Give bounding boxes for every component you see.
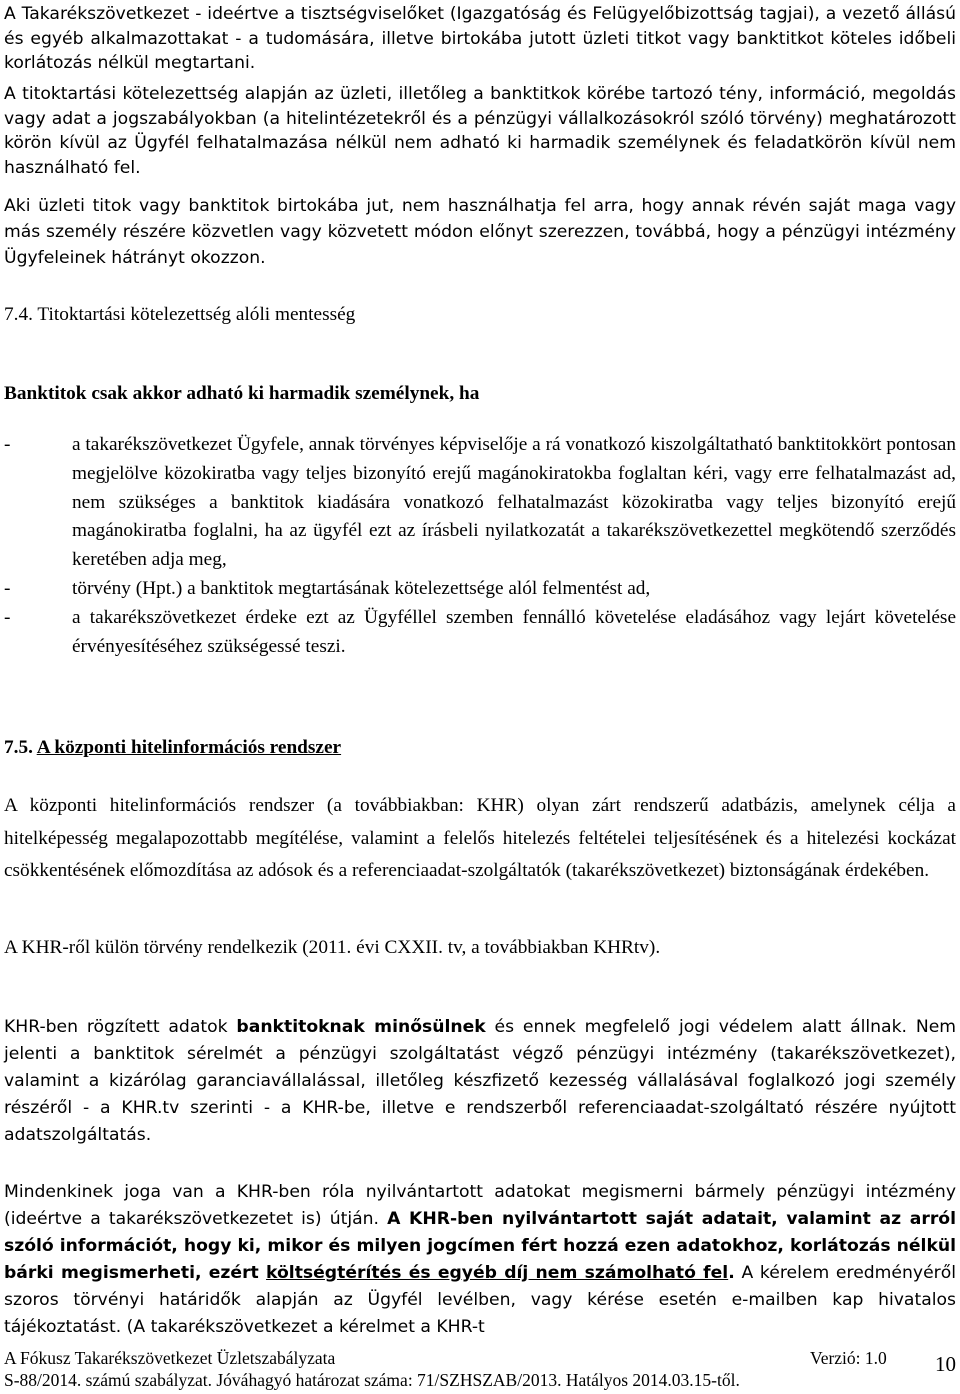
list-dash: - bbox=[4, 606, 11, 628]
paragraph-khr-banking-secret bbox=[4, 1014, 956, 1149]
paragraph-khr-law: A KHR-ről külön törvény rendelkezik (2011. évi CXXII. tv, a továbbiakban KHRtv). bbox=[4, 937, 661, 958]
text-run: KHR-ben rögzített adatok bbox=[4, 1017, 237, 1037]
emphasis-bold: banktitoknak minősülnek bbox=[236, 1017, 486, 1037]
list-item bbox=[4, 575, 956, 604]
section-heading-7-5 bbox=[4, 736, 956, 760]
footer-regulation-info: S-88/2014. számú szabályzat. Jóváhagyó határozat száma: 71/SZHSZAB/2013. Hatályos 2014.03.15-től. bbox=[4, 1370, 740, 1390]
list-item-text: törvény (Hpt.) a banktitok megtartásának kötelezettsége alól felmentést ad, bbox=[72, 577, 651, 599]
emphasis-bold-underlined: költségtérítés és egyéb díj nem számolható fel bbox=[266, 1263, 729, 1283]
page-footer bbox=[0, 1345, 960, 1394]
paragraph-secrecy-obligation: A Takarékszövetkezet - ideértve a tisztségviselőket (Igazgatóság és Felügyelőbizottság tagjai), a vezető állású és egyéb alkalmazottakat - a tudomására, illetve birtokába jutott üzleti titkot vagy banktitkot köteles időbeli korlátozás nélkül megtartani. bbox=[4, 4, 956, 73]
disclosure-conditions-list bbox=[4, 431, 956, 661]
emphasis-bold: . bbox=[728, 1263, 735, 1283]
page-number: 10 bbox=[935, 1352, 956, 1376]
text-run: Mindenkinek joga van a KHR-ben róla nyilvántartott adatokat megismerni bármely pénzügyi intézmény (ideértve a takarékszövetkezetet is) útján. bbox=[4, 1182, 956, 1229]
emphasis-bold: A KHR-ben nyilvántartott saját adatait, valamint az arról szóló információt, hogy ki, mikor és milyen jogcímen fért hozzá ezen adatokhoz, korlátozás nélkül bárki megismerheti, ezért bbox=[4, 1209, 956, 1283]
text-run: és ennek megfelelő jogi védelem alatt állnak. Nem jelenti a banktitok sérelmét a pénzügyi szolgáltatást végző pénzügyi intézmény (takarékszövetkezet), valamint a kizárólag garanciavállalással, illetőleg készfizető kezesség vállalásával foglalkozó jogi személy részéről - a KHR.tv szerinti - a KHR-be, illetve e rendszerből referenciaadat-szolgáltató részére nyújtott adatszolgáltatás. bbox=[4, 1017, 957, 1145]
section-title: A központi hitelinformációs rendszer bbox=[36, 737, 342, 758]
list-dash: - bbox=[4, 577, 11, 599]
section-number: 7.5. bbox=[4, 737, 33, 758]
list-dash: - bbox=[4, 434, 11, 455]
paragraph-khr-definition: A központi hitelinformációs rendszer (a továbbiakban: KHR) olyan zárt rendszerű adatbázis, amelynek célja a hitelképesség megalapozottabb megítélése, valamint a felelős hitelezés feltételei teljesítésének és a hitelezési kockázat csökkentésének előmozdítása az adósok és a referenciaadat-szolgáltatók (takarékszövetkezet) biztonságának érdekében. bbox=[4, 795, 956, 881]
section-heading-7-4: 7.4. Titoktartási kötelezettség alóli mentesség bbox=[4, 304, 356, 325]
subheading-disclosure-conditions: Banktitok csak akkor adható ki harmadik személynek, ha bbox=[4, 383, 480, 404]
paragraph-khr-access-rights bbox=[4, 1179, 956, 1341]
list-item-text: a takarékszövetkezet érdeke ezt az Ügyféllel szemben fennálló követelése eladásához vagy lejárt követelése érvényesítéséhez szükségessé teszi. bbox=[72, 606, 956, 657]
paragraph-secrecy-scope: A titoktartási kötelezettség alapján az üzleti, illetőleg a banktitkok körébe tartozó tény, információ, megoldás vagy adat a jogszabályokban (a hitelintézetekről és a pénzügyi vállalkozásokról szóló törvény) meghatározott körön kívül az Ügyfél felhatalmazása nélkül nem adható ki harmadik személynek és feladatkörön kívül nem használható fel. bbox=[4, 84, 956, 178]
list-item-text: a takarékszövetkezet Ügyfele, annak törvényes képviselője a rá vonatkozó kiszolgáltatható banktitokkört pontosan megjelölve közokiratba vagy teljes bizonyító erejű magánokiratokba foglaltan kéri, vagy erre felhatalmazást ad, nem szükséges a banktitok kiadására vonatkozó felhatalmazást közokiratba vagy teljes bizonyító erejű magánokiratba foglalni, ha az ügyfél ezt az írásbeli nyilatkozatát a takarékszövetkezettel megkötendő szerződés keretében adja meg, bbox=[72, 434, 956, 571]
list-item bbox=[4, 431, 956, 575]
footer-document-title: A Fókusz Takarékszövetkezet Üzletszabályzata bbox=[4, 1348, 336, 1368]
text-run: A kérelem eredményéről szoros törvényi határidők alapján az Ügyfél levélben, vagy kérése esetén e-mailben kap hivatalos tájékoztatást. (A takarékszövetkezet a kérelmet a KHR-t bbox=[4, 1263, 956, 1337]
paragraph-secret-misuse: Aki üzleti titok vagy banktitok birtokába jut, nem használhatja fel arra, hogy annak révén saját maga vagy más személy részére közvetlen vagy közvetett módon előnyt szerezzen, továbbá, hogy a pénzügyi intézmény Ügyfeleinek hátrányt okozzon. bbox=[4, 196, 956, 268]
footer-version: Verzió: 1.0 bbox=[810, 1348, 887, 1368]
list-item bbox=[4, 604, 956, 662]
